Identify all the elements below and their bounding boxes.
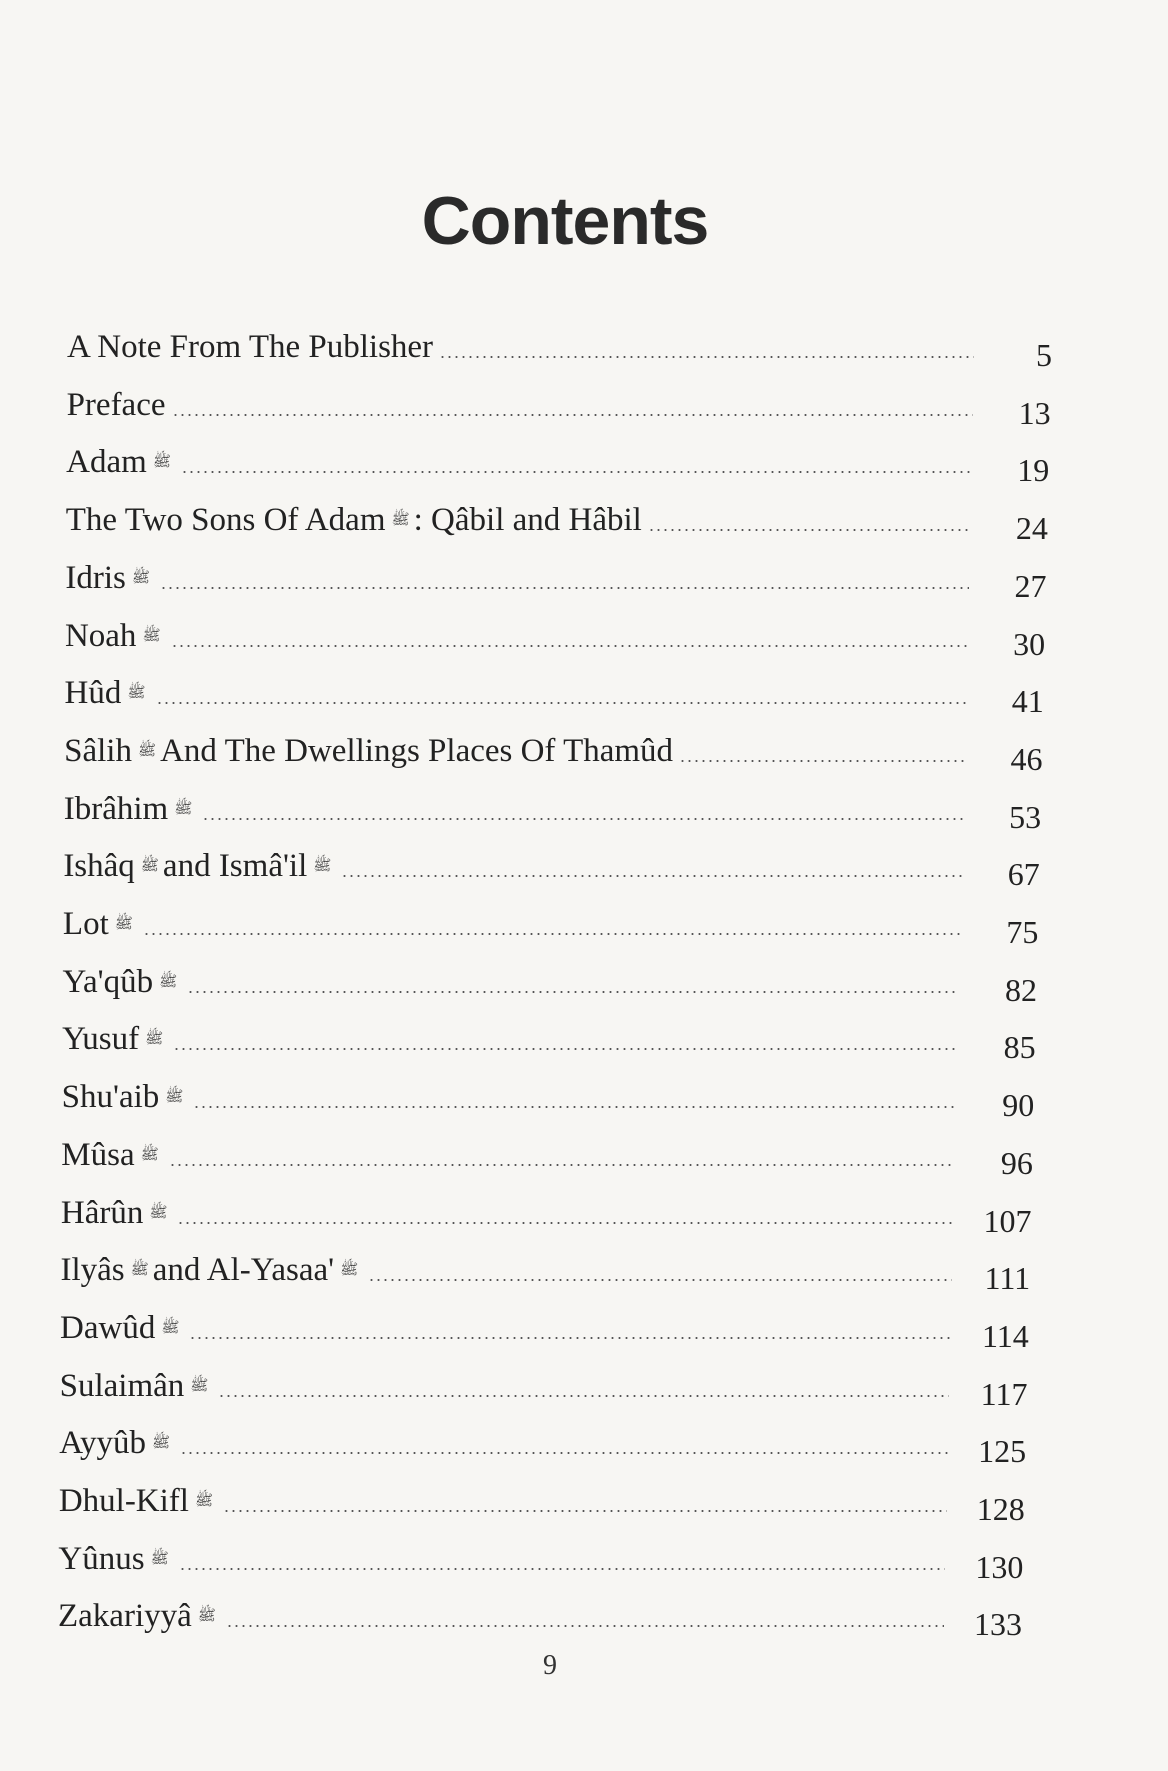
toc-entry[interactable] — [58, 1539, 1024, 1585]
toc-page-number: 125 — [978, 1433, 1027, 1470]
honorific-calligraphy-icon: ﷺ — [165, 1087, 184, 1106]
toc-page-number: 117 — [980, 1375, 1028, 1412]
dot-leader — [180, 1452, 948, 1454]
chapter-name: Mûsa — [61, 1136, 135, 1173]
honorific-calligraphy-icon: ﷺ — [194, 1491, 214, 1509]
honorific-calligraphy-icon: ﷺ — [150, 1548, 169, 1567]
dot-leader — [143, 933, 961, 935]
honorific-calligraphy-icon: ﷺ — [152, 452, 171, 471]
honorific-calligraphy-icon: ﷺ — [140, 856, 159, 875]
toc-entry-title — [59, 1481, 217, 1521]
honorific-calligraphy-icon: ﷺ — [149, 1202, 168, 1221]
toc-page-number: 24 — [1015, 510, 1048, 547]
dot-leader — [679, 760, 964, 762]
dot-leader — [368, 1279, 952, 1281]
honorific-calligraphy-icon: ﷺ — [391, 510, 410, 529]
honorific-calligraphy-icon: ﷺ — [197, 1606, 216, 1625]
honorific-calligraphy-icon: ﷺ — [127, 683, 146, 702]
dot-leader — [648, 529, 970, 531]
toc-entry[interactable] — [65, 500, 1048, 547]
toc-entry[interactable] — [59, 1366, 1028, 1412]
chapter-name: Sulaimân — [59, 1367, 185, 1404]
toc-page-number: 133 — [974, 1606, 1022, 1643]
dot-leader — [223, 1510, 947, 1512]
honorific-calligraphy-icon: ﷺ — [313, 856, 332, 875]
dot-leader — [169, 1164, 955, 1166]
chapter-name: Ilyâs — [60, 1252, 125, 1289]
toc-entry-title — [58, 1539, 172, 1579]
toc-entry[interactable] — [60, 1250, 1031, 1297]
toc-entry[interactable] — [62, 1019, 1036, 1066]
page-title: Contents — [421, 183, 709, 259]
toc-entry-title — [65, 673, 150, 713]
toc-entry[interactable] — [58, 1481, 1025, 1527]
toc-entry-title — [63, 846, 335, 886]
toc-page-number: 130 — [975, 1548, 1024, 1585]
toc-entry[interactable] — [60, 1308, 1029, 1354]
dot-leader — [193, 1106, 956, 1108]
toc-entry-title — [58, 1596, 220, 1636]
toc-entry-title — [64, 789, 197, 829]
toc-page-number: 46 — [1010, 740, 1043, 777]
chapter-name: Hârûn — [60, 1194, 144, 1231]
toc-page-number: 30 — [1013, 625, 1046, 662]
page-number: 9 — [543, 1650, 557, 1681]
dot-leader — [156, 702, 966, 704]
chapter-name: Dhul-Kifl — [58, 1483, 189, 1519]
toc-entry-title — [65, 616, 165, 656]
toc-entry-title — [60, 1308, 183, 1348]
toc-entry-title — [63, 904, 137, 944]
toc-entry-title — [63, 962, 182, 1002]
honorific-calligraphy-icon: ﷺ — [137, 740, 157, 759]
dot-leader — [171, 645, 968, 647]
chapter-name: Ibrâhim — [63, 790, 169, 827]
toc-page-number: 114 — [981, 1317, 1029, 1354]
toc-page-number: 5 — [1036, 337, 1052, 373]
chapter-name: Ishâq — [63, 848, 135, 885]
toc-page-number: 82 — [1005, 971, 1037, 1008]
chapter-name: Ya'qûb — [62, 963, 154, 1000]
dot-leader — [341, 875, 961, 877]
toc-entry[interactable] — [64, 673, 1044, 720]
toc-page-number: 128 — [976, 1491, 1025, 1527]
toc-page-number: 27 — [1014, 567, 1047, 604]
chapter-name: Idris — [65, 559, 126, 596]
toc-page-number: 75 — [1006, 914, 1039, 950]
dot-leader — [202, 818, 963, 820]
dot-leader — [218, 1395, 949, 1397]
toc-page-number: 90 — [1002, 1087, 1035, 1124]
toc-entry-title — [65, 558, 154, 598]
toc-entry[interactable] — [65, 558, 1047, 604]
toc-entry-title — [62, 1077, 188, 1117]
dot-leader — [172, 414, 973, 416]
chapter-name: Zakariyyâ — [58, 1598, 192, 1635]
chapter-name: Ayyûb — [59, 1425, 147, 1462]
honorific-calligraphy-icon: ﷺ — [159, 971, 178, 990]
toc-page-number: 13 — [1018, 394, 1051, 431]
honorific-calligraphy-icon: ﷺ — [114, 914, 133, 932]
chapter-name: Yusuf — [62, 1021, 140, 1058]
toc-entry[interactable] — [60, 1193, 1032, 1239]
toc-entry-title — [66, 500, 642, 540]
toc-entry-title — [66, 442, 175, 482]
chapter-name: Shu'aib — [61, 1079, 160, 1116]
chapter-name: Lot — [62, 906, 109, 942]
toc-page-number: 53 — [1009, 798, 1042, 835]
toc-entry[interactable] — [67, 327, 1052, 373]
chapter-name: Noah — [64, 617, 137, 654]
toc-entry[interactable] — [62, 904, 1039, 950]
honorific-calligraphy-icon: ﷺ — [130, 1260, 149, 1279]
dot-leader — [226, 1625, 944, 1627]
toc-entry-title — [60, 1366, 213, 1406]
dot-leader — [173, 1048, 957, 1050]
honorific-calligraphy-icon: ﷺ — [145, 1029, 164, 1048]
dot-leader — [181, 471, 971, 473]
honorific-calligraphy-icon: ﷺ — [161, 1317, 180, 1336]
toc-page-number: 96 — [1000, 1144, 1033, 1181]
toc-page-number: 107 — [983, 1202, 1032, 1239]
toc-entry-title — [61, 1135, 162, 1175]
toc-entry[interactable] — [61, 1135, 1033, 1181]
toc-entry[interactable] — [58, 1596, 1022, 1643]
honorific-calligraphy-icon: ﷺ — [131, 567, 150, 586]
chapter-name: The Two Sons Of Adam — [65, 502, 386, 539]
honorific-calligraphy-icon: ﷺ — [174, 798, 193, 817]
chapter-name: Preface — [66, 386, 166, 423]
honorific-calligraphy-icon: ﷺ — [142, 625, 161, 644]
toc-entry-title — [67, 327, 433, 367]
toc-entry-title — [62, 1019, 167, 1059]
toc-entry-title — [60, 1250, 362, 1290]
dot-leader — [160, 587, 969, 589]
dot-leader — [179, 1568, 946, 1570]
toc-entry-title — [59, 1423, 174, 1463]
dot-leader — [439, 356, 974, 358]
chapter-name-suffix: and Ismâ'il — [162, 848, 308, 885]
toc-entry[interactable] — [61, 1077, 1035, 1124]
dot-leader — [177, 1222, 953, 1224]
toc-page-number: 19 — [1017, 452, 1050, 489]
dot-leader — [189, 1337, 950, 1339]
toc-entry[interactable] — [66, 385, 1051, 431]
toc-page-number: 111 — [984, 1260, 1031, 1297]
dot-leader — [187, 991, 959, 993]
toc-entry-title — [64, 731, 673, 771]
toc-entry[interactable] — [59, 1423, 1027, 1470]
honorific-calligraphy-icon: ﷺ — [152, 1433, 171, 1452]
chapter-name-suffix: : Qâbil and Hâbil — [413, 502, 642, 539]
toc-entry[interactable] — [64, 731, 1043, 777]
chapter-name: Adam — [66, 444, 147, 481]
honorific-calligraphy-icon: ﷺ — [340, 1260, 359, 1279]
chapter-name: Dawûd — [60, 1309, 156, 1346]
toc-page-number: 85 — [1003, 1029, 1036, 1066]
chapter-name: Yûnus — [58, 1540, 145, 1577]
toc-entry-title — [67, 385, 166, 425]
toc-entry[interactable] — [63, 789, 1042, 835]
toc-entry-title — [61, 1193, 172, 1233]
toc-page-number: 41 — [1011, 683, 1044, 720]
honorific-calligraphy-icon: ﷺ — [140, 1144, 159, 1163]
toc-entry[interactable] — [63, 846, 1040, 893]
toc-entry[interactable] — [62, 962, 1038, 1008]
toc-entry[interactable] — [66, 442, 1050, 489]
chapter-name-suffix: and Al-Yasaa' — [152, 1252, 335, 1289]
toc-entry[interactable] — [64, 616, 1046, 662]
chapter-name: Sâlih — [64, 732, 132, 769]
chapter-name-suffix: And The Dwellings Places Of Thamûd — [160, 732, 674, 769]
honorific-calligraphy-icon: ﷺ — [190, 1375, 209, 1394]
chapter-name: Hûd — [64, 675, 122, 712]
chapter-name: A Note From The Publisher — [67, 329, 434, 365]
toc-page-number: 67 — [1007, 856, 1040, 893]
